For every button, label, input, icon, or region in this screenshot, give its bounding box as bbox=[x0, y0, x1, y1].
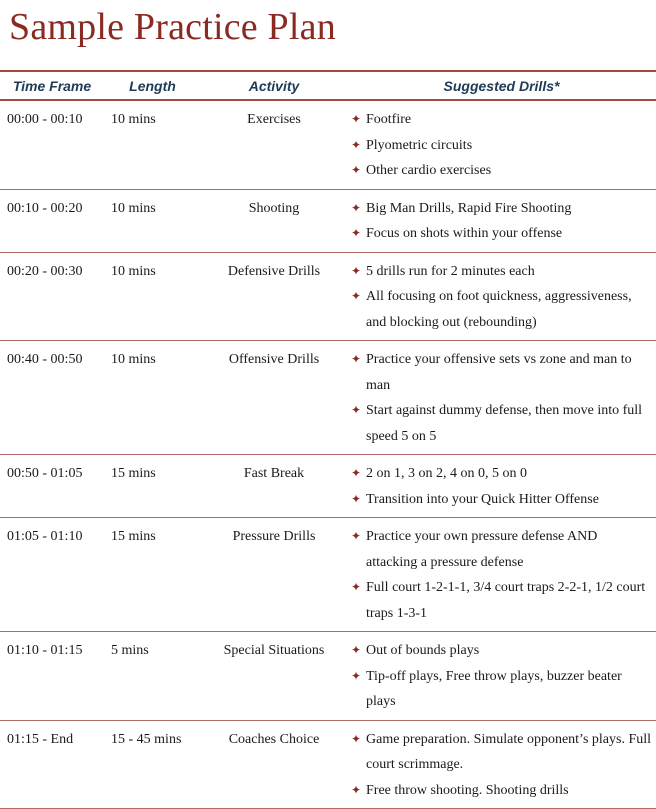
header-activity: Activity bbox=[248, 77, 300, 94]
activity-cell: Offensive Drills bbox=[228, 352, 320, 367]
star-bullet-icon: ✦ bbox=[351, 491, 362, 506]
drill-text: Start against dummy defense, then move into full speed 5 on 5 bbox=[366, 403, 643, 444]
drill-list bbox=[351, 259, 652, 336]
length-cell: 5 mins bbox=[111, 643, 149, 658]
star-bullet-icon: ✦ bbox=[351, 643, 362, 657]
star-bullet-icon: ✦ bbox=[351, 137, 362, 152]
table-row bbox=[0, 632, 656, 721]
table-row bbox=[0, 518, 656, 632]
drills-cell bbox=[347, 455, 656, 518]
drill-text: Focus on shots within your offense bbox=[366, 226, 563, 241]
star-bullet-icon: ✦ bbox=[351, 289, 362, 303]
time-frame-cell: 01:10 - 01:15 bbox=[7, 643, 83, 658]
drills-cell bbox=[347, 720, 656, 809]
time-frame-cell: 00:10 - 00:20 bbox=[7, 200, 83, 216]
star-bullet-icon: ✦ bbox=[351, 529, 362, 543]
star-bullet-icon: ✦ bbox=[351, 782, 362, 797]
star-bullet-icon: ✦ bbox=[351, 466, 362, 480]
star-bullet-icon: ✦ bbox=[351, 352, 362, 366]
time-frame-cell: 00:00 - 00:10 bbox=[7, 112, 83, 127]
drill-text: 5 drills run for 2 minutes each bbox=[366, 263, 535, 279]
header-row bbox=[0, 71, 656, 100]
table-row bbox=[0, 455, 656, 518]
drill-text: Footfire bbox=[366, 112, 412, 127]
length-cell: 10 mins bbox=[111, 352, 156, 367]
drill-item bbox=[351, 284, 652, 335]
drill-item bbox=[351, 196, 652, 222]
table-row bbox=[0, 189, 656, 252]
drill-text: Out of bounds plays bbox=[366, 643, 480, 658]
activity-cell: Pressure Drills bbox=[232, 529, 316, 544]
star-bullet-icon: ✦ bbox=[351, 580, 362, 594]
drill-text: Practice your offensive sets vs zone and man to man bbox=[366, 352, 632, 393]
drill-item bbox=[351, 727, 652, 778]
star-bullet-icon: ✦ bbox=[351, 731, 362, 746]
drill-list bbox=[351, 524, 652, 626]
drill-item bbox=[351, 398, 652, 449]
table-header bbox=[0, 71, 656, 100]
drill-text: 2 on 1, 3 on 2, 4 on 0, 5 on 0 bbox=[366, 466, 527, 481]
header-time-frame: Time Frame bbox=[12, 77, 92, 94]
table-row bbox=[0, 100, 656, 189]
header-length: Length bbox=[129, 77, 176, 94]
time-frame-cell: 00:20 - 00:30 bbox=[7, 263, 83, 279]
drill-item bbox=[351, 347, 652, 398]
drill-item bbox=[351, 133, 652, 159]
drills-cell bbox=[347, 632, 656, 721]
drill-list bbox=[351, 727, 652, 804]
star-bullet-icon: ✦ bbox=[351, 200, 362, 215]
drill-item bbox=[351, 524, 652, 575]
drill-text: Transition into your Quick Hitter Offense bbox=[366, 491, 599, 507]
activity-cell: Defensive Drills bbox=[227, 263, 321, 279]
drill-list bbox=[351, 196, 652, 247]
length-cell: 15 - 45 mins bbox=[111, 731, 182, 747]
table-row bbox=[0, 720, 656, 809]
length-cell: 10 mins bbox=[111, 263, 156, 279]
drill-item bbox=[351, 221, 652, 247]
table-body bbox=[0, 100, 656, 809]
drill-item bbox=[351, 778, 652, 804]
activity-cell: Shooting bbox=[248, 200, 300, 216]
length-cell: 15 mins bbox=[111, 466, 156, 481]
drill-text: Other cardio exercises bbox=[366, 163, 492, 178]
drill-text: Game preparation. Simulate opponent’s plays. Full court scrimmage. bbox=[366, 731, 652, 772]
table-row bbox=[0, 252, 656, 341]
drill-item bbox=[351, 638, 652, 664]
length-cell: 10 mins bbox=[111, 200, 156, 216]
table-row bbox=[0, 341, 656, 455]
activity-cell: Exercises bbox=[247, 112, 301, 127]
drill-text: Full court 1-2-1-1, 3/4 court traps 2-2-1, 1/2 court traps 1-3-1 bbox=[366, 580, 646, 621]
time-frame-cell: 01:05 - 01:10 bbox=[7, 529, 83, 544]
time-frame-cell: 00:40 - 00:50 bbox=[7, 352, 83, 367]
activity-cell: Special Situations bbox=[223, 643, 325, 658]
drill-list bbox=[351, 347, 652, 449]
drill-list bbox=[351, 107, 652, 184]
drill-list bbox=[351, 638, 652, 715]
drill-text: Tip-off plays, Free throw plays, buzzer beater plays bbox=[366, 668, 622, 709]
activity-cell: Fast Break bbox=[243, 466, 305, 481]
header-suggested-drills: Suggested Drills* bbox=[443, 77, 560, 94]
time-frame-cell: 01:15 - End bbox=[7, 731, 74, 747]
star-bullet-icon: ✦ bbox=[351, 226, 362, 240]
drill-text: Free throw shooting. Shooting drills bbox=[366, 782, 569, 798]
drill-text: Plyometric circuits bbox=[366, 137, 473, 153]
drills-cell bbox=[347, 518, 656, 632]
drill-text: Practice your own pressure defense AND attacking a pressure defense bbox=[366, 529, 598, 570]
drill-item bbox=[351, 259, 652, 285]
star-bullet-icon: ✦ bbox=[351, 668, 362, 683]
drill-item bbox=[351, 664, 652, 715]
star-bullet-icon: ✦ bbox=[351, 163, 362, 177]
drill-list bbox=[351, 461, 652, 512]
star-bullet-icon: ✦ bbox=[351, 403, 362, 417]
star-bullet-icon: ✦ bbox=[351, 263, 362, 278]
time-frame-cell: 00:50 - 01:05 bbox=[7, 466, 83, 481]
page-title: Sample Practice Plan bbox=[9, 6, 336, 48]
drill-item bbox=[351, 107, 652, 133]
drill-text: All focusing on foot quickness, aggressiveness, and blocking out (rebounding) bbox=[366, 289, 632, 330]
practice-plan-table bbox=[0, 70, 656, 809]
drill-text: Big Man Drills, Rapid Fire Shooting bbox=[366, 200, 572, 216]
drill-item bbox=[351, 158, 652, 184]
length-cell: 15 mins bbox=[111, 529, 156, 544]
star-bullet-icon: ✦ bbox=[351, 112, 362, 126]
length-cell: 10 mins bbox=[111, 112, 156, 127]
drill-item bbox=[351, 575, 652, 626]
drills-cell bbox=[347, 341, 656, 455]
drills-cell bbox=[347, 189, 656, 252]
drills-cell bbox=[347, 252, 656, 341]
drill-item bbox=[351, 461, 652, 487]
drills-cell bbox=[347, 100, 656, 189]
drill-item bbox=[351, 487, 652, 513]
activity-cell: Coaches Choice bbox=[228, 731, 320, 747]
